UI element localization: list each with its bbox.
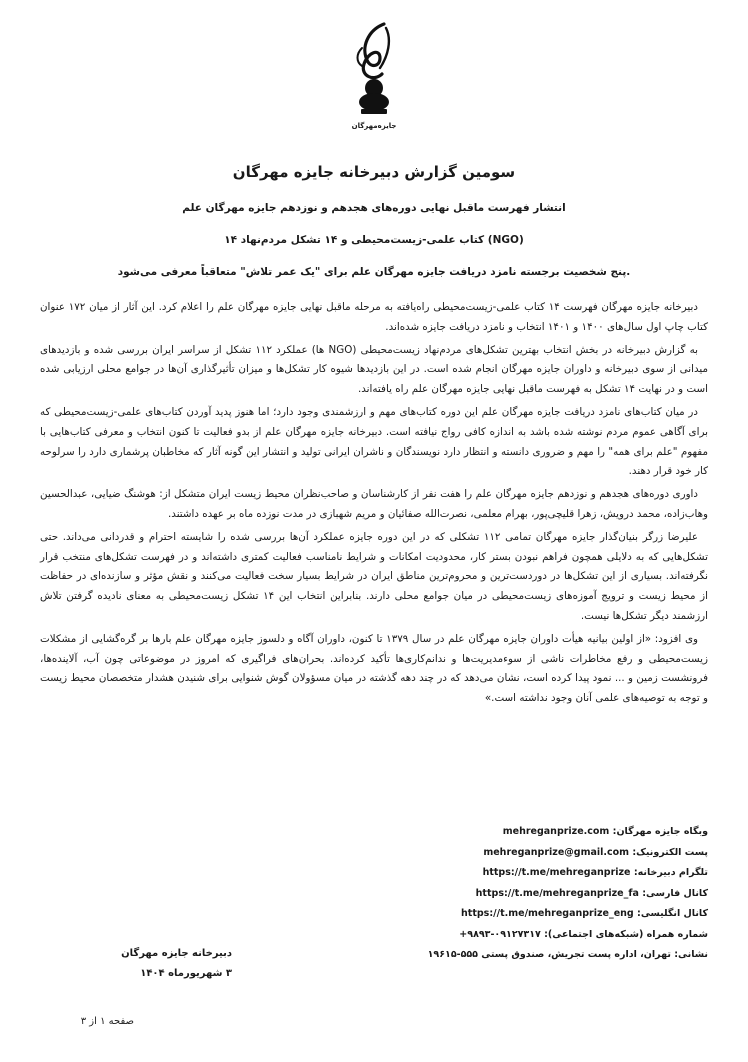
contact-channel-fa — [288, 884, 708, 905]
contact-channel-en — [288, 904, 708, 925]
page-title: سومین گزارش دبیرخانه جایزه مهرگان — [232, 163, 516, 181]
report-body — [40, 298, 708, 712]
phone-number: ۰۹۱۲۷۳۱۷-۹۸۹۳+ — [459, 928, 541, 940]
paragraph: به گزارش دبیرخانه در بخش انتخاب بهترین تشکل‌های مردم‌نهاد زیست‌محیطی (NGO ها) عملکرد ۱۱۲ تشکل از سراسر ایران بررسی شده و بازدیدهای میدانی از سوی دبیرخانه و داوران جایزه مهرگان انجام شده است. در این بازدیدها شیوه کار تشکل‌ها و میزان تأثیرگذاری آن‌ها در جوامع محلی ارزیابی شده است و در نهایت ۱۴ تشکل به فهرست ماقبل نهایی جایزه مهرگان علم راه یافته‌اند. — [40, 343, 708, 396]
contact-label: پست الکترونیک: — [632, 846, 708, 858]
page-number: صفحه ۱ از ۳ — [80, 1016, 134, 1027]
contact-phone — [288, 925, 708, 946]
contact-label: نشانی: — [674, 949, 708, 960]
logo-caption: جایزه‌مهرگان — [351, 122, 397, 130]
paragraph: وی افزود: «از اولین بیانیه هیأت داوران جایزه مهرگان علم در سال ۱۳۷۹ تا کنون، داوران آگاه و دلسوز جایزه مهرگان علم بارها بر گره‌گشایی از مشکلات زیست‌محیطی و رفع مخاطرات ناشی از سوءمدیریت‌ها و ندانم‌کاری‌ها تأکید کرده‌اند. بحران‌های فراگیری که امروز در موضوعاتی چون آب، آلاینده‌ها، فرونشست زمین و ... نمود پیدا کرده است، نشان می‌دهد که در چند دهه گذشته در میان مسؤولان گوش شنوایی برای شنیدن هشدار متخصصان محیط زیست و توجه به توصیه‌های علمی آنان وجود نداشته است.» — [40, 632, 708, 705]
paragraph: داوری دوره‌های هجدهم و نوزدهم جایزه مهرگان علم را هفت نفر از کارشناسان و صاحب‌نظران محیط زیست ایران متشکل از: هوشنگ ضیایی، عبدالحسین وهاب‌زاده، محمد درویش، زهرا قلیچی‌پور، بهرام معلمی، نصرت‌الله صفائیان و مریم شهبازی در مدت نوزده ماه بر عهده داشتند. — [40, 488, 708, 520]
signature-date: ۳ شهریورماه ۱۴۰۴ — [140, 968, 232, 979]
mehregan-logo — [334, 18, 414, 136]
contact-label: کانال انگلیسی: — [637, 908, 708, 919]
contact-address — [288, 945, 708, 966]
contact-label: وبگاه جایزه مهرگان: — [612, 826, 708, 837]
channel-en-link[interactable]: https://t.me/mehreganprize_eng — [461, 908, 634, 919]
signature-org: دبیرخانه جایزه مهرگان — [121, 948, 232, 959]
mehregan-emblem-icon — [334, 18, 414, 122]
contact-label: شماره همراه (شبکه‌های اجتماعی): — [544, 928, 708, 940]
subtitle-books-list: انتشار فهرست ماقبل نهایی دوره‌های هجدهم و نوزدهم جایزه مهرگان علم — [182, 202, 566, 214]
contact-label: تلگرام دبیرخانه: — [633, 867, 708, 878]
contact-website — [288, 822, 708, 843]
email-link[interactable]: mehreganprize@gmail.com — [483, 846, 630, 858]
paragraph: در میان کتاب‌های نامزد دریافت جایزه مهرگان علم این دوره کتاب‌های مهم و ارزشمندی وجود دارد؛ اما هنوز پدید آوردن کتاب‌های علمی-زیست‌محیطی که برای آگاهی عموم مردم نوشته شده باشد به اندازه کافی رواج نیافته است. دبیرخانه جایزه مهرگان علم از بدو فعالیت تا کنون انتخاب و معرفی کتاب‌هایی با مفهوم "علم برای همه" را مهم و ضروری دانسته و انتظار دارد نویسندگان و ناشران ایرانی تولید و انتشار این گونه آثار که مخاطبان پرشماری دارد را سرلوحه کار خود قرار دهند. — [40, 405, 708, 478]
contact-email — [288, 843, 708, 864]
subtitle-counts: ۱۴ کتاب علمی-زیست‌محیطی و ۱۴ تشکل مردم‌نهاد (NGO) — [224, 234, 524, 246]
paragraph: علیرضا زرگر بنیان‌گذار جایزه مهرگان تمامی ۱۱۲ تشکلی که در این دوره جایزه عملکرد آن‌ها بررسی شده را شایسته احترام و قدردانی می‌داند. حتی تشکل‌هایی که به دلایلی همچون فراهم نبودن بستر کار، محدودیت امکانات و شرایط نامناسب فعالیت کمتری داشته‌اند و در فهرست تشکل‌های منتخب قرار نگرفته‌اند. بسیاری از این تشکل‌ها در دوردست‌ترین و محروم‌ترین مناطق ایران در شرایط بسیار سخت فعالیت می‌کنند و نقش مؤثر و سازنده‌ای در حفاظت از محیط زیست و ترویج آموزه‌های زیست‌محیطی در میان جوامع محلی دارند. بنابراین انتخاب این ۱۴ تشکل زیست‌محیطی به معنای نادیده گرفتن تلاش ارزشمند دیگر تشکل‌ها نیست. — [40, 530, 709, 622]
contact-label: کانال فارسی: — [642, 887, 708, 899]
website-link[interactable]: mehreganprize.com — [502, 826, 610, 837]
signature-block — [32, 944, 232, 984]
telegram-link[interactable]: https://t.me/mehreganprize — [482, 867, 631, 878]
channel-fa-link[interactable]: https://t.me/mehreganprize_fa — [475, 887, 639, 899]
contact-info — [288, 822, 708, 966]
paragraph: دبیرخانه جایزه مهرگان فهرست ۱۴ کتاب علمی-زیست‌محیطی راه‌یافته به مرحله ماقبل نهایی جایزه مهرگان علم را اعلام کرد. این آثار از میان ۱۷۲ عنوان کتاب چاپ اول سال‌های ۱۴۰۰ و ۱۴۰۱ انتخاب و نامزد دریافت جایزه شده‌اند. — [40, 301, 708, 333]
postal-address: تهران، اداره پست تجریش، صندوق پستی ۵۵۵-۱۹۶۱۵ — [427, 949, 671, 960]
contact-telegram — [288, 863, 708, 884]
subtitle-lifetime: پنج شخصیت برجسته نامزد دریافت جایزه مهرگان علم برای "یک عمر تلاش" متعاقباً معرفی می‌شود. — [117, 266, 631, 278]
